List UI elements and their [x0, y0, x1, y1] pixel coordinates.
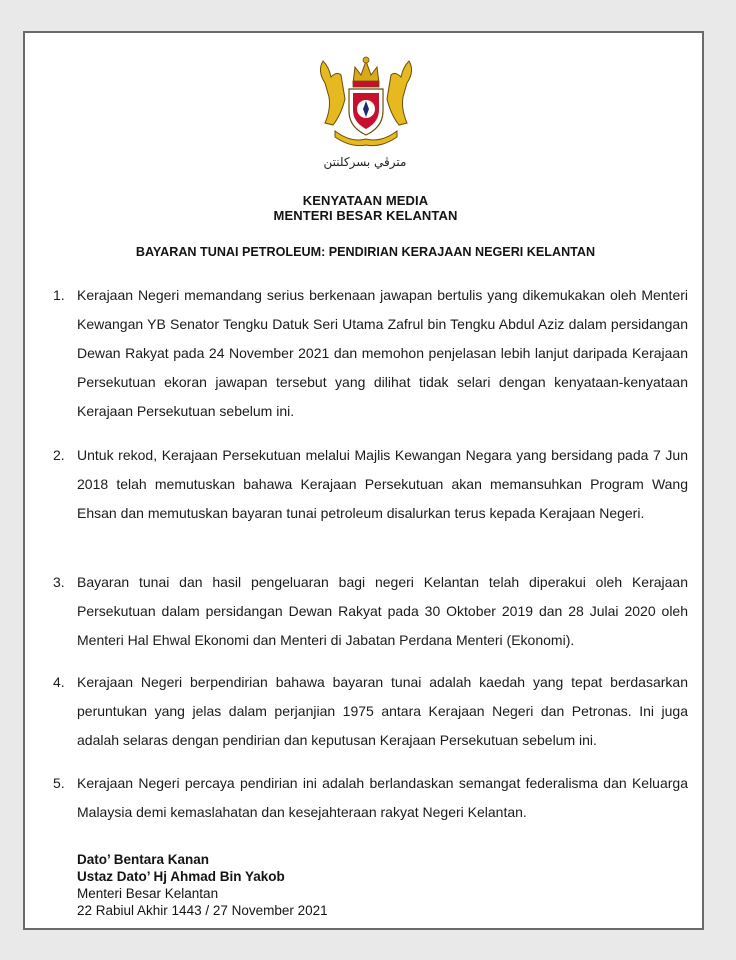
paragraph-number: 2.	[53, 447, 65, 463]
paragraph-number: 5.	[53, 775, 65, 791]
statement-date: 22 Rabiul Akhir 1443 / 27 November 2021	[77, 903, 328, 918]
paragraph-1	[53, 281, 688, 426]
signatory-position: Menteri Besar Kelantan	[77, 886, 219, 901]
signatory-name: Ustaz Dato’ Hj Ahmad Bin Yakob	[77, 869, 285, 884]
paragraph-number: 4.	[53, 674, 65, 690]
paragraph-number: 1.	[53, 287, 65, 303]
paragraph-3	[53, 568, 688, 655]
paragraph-number: 3.	[53, 574, 65, 590]
statement-subject: BAYARAN TUNAI PETROLEUM: PENDIRIAN KERAJAAN NEGERI KELANTAN	[135, 245, 596, 259]
kelantan-state-crest-icon	[311, 53, 421, 148]
paragraph-text: Untuk rekod, Kerajaan Persekutuan melalui Majlis Kewangan Negara yang bersidang pada 7 Jun 2018 telah memutuskan bahawa Kerajaan Persekutuan akan memansuhkan Program Wang Ehsan dan memutuskan bayaran tunai petroleum disalurkan terus kepada Kerajaan Negeri.	[77, 447, 688, 521]
signatory-title: Dato’ Bentara Kanan	[77, 852, 210, 867]
paragraph-text: Kerajaan Negeri berpendirian bahawa bayaran tunai adalah kaedah yang tepat berdasarkan peruntukan yang jelas dalam perjanjian 1975 antara Kerajaan Negeri dan Petronas. Ini juga adalah selaras dengan pendirian dan keputusan Kerajaan Persekutuan sebelum ini.	[77, 674, 688, 748]
paragraph-4	[53, 668, 688, 755]
paragraph-text: Bayaran tunai dan hasil pengeluaran bagi negeri Kelantan telah diperakui oleh Kerajaan Persekutuan dalam persidangan Dewan Rakyat pada 30 Oktober 2019 dan 28 Julai 2020 oleh Menteri Hal Ehwal Ekonomi dan Menteri di Jabatan Perdana Menteri (Ekonomi).	[77, 574, 688, 648]
paragraph-text: Kerajaan Negeri memandang serius berkenaan jawapan bertulis yang dikemukakan oleh Menteri Kewangan YB Senator Tengku Datuk Seri Utama Zafrul bin Tengku Abdul Aziz dalam persidangan Dewan Rakyat pada 24 November 2021 dan memohon penjelasan lebih lanjut daripada Kerajaan Persekutuan ekoran jawapan tersebut yang dilihat tidak selari dengan kenyataan-kenyataan Kerajaan Persekutuan sebelum ini.	[77, 287, 688, 419]
paragraph-5	[53, 769, 688, 827]
paragraph-text: Kerajaan Negeri percaya pendirian ini adalah berlandaskan semangat federalisma dan Keluarga Malaysia demi kemaslahatan dan kesejahteraan rakyat Negeri Kelantan.	[77, 775, 688, 820]
heading-chief-minister: MENTERI BESAR KELANTAN	[273, 208, 458, 223]
paragraph-2	[53, 441, 688, 528]
crest-arabic-script: مترڤي بسرکلنتن	[323, 155, 407, 169]
signature-block	[77, 851, 328, 919]
press-release-page	[23, 31, 704, 930]
heading-media-statement: KENYATAAN MEDIA	[302, 193, 429, 208]
